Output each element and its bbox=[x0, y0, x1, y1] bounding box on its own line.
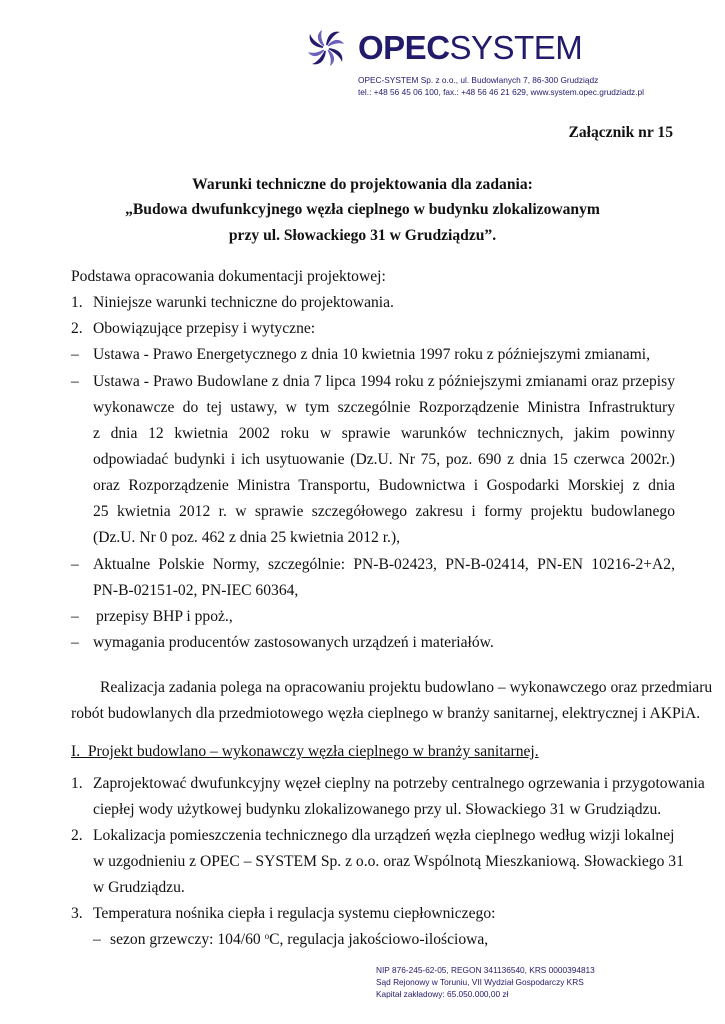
basis-item-1-marker: 1. bbox=[71, 294, 83, 311]
section-item-1-line-2: ciepłej wody użytkowej budynku zlokalizowanego przy ul. Słowackiego 31 w Grudziądzu. bbox=[93, 801, 662, 818]
section-1-heading: I. Projekt budowlano – wykonawczy węzła cieplnego w branży sanitarnej. bbox=[71, 743, 539, 760]
section-item-2-line-2: w uzgodnieniu z OPEC – SYSTEM Sp. z o.o. oraz Wspólnotą Mieszkaniową. Słowackiego 31 bbox=[93, 853, 684, 870]
dash-marker: – bbox=[71, 608, 79, 625]
section-item-1-marker: 1. bbox=[71, 775, 83, 792]
company-address: OPEC-SYSTEM Sp. z o.o., ul. Budowlanych 7, 86-300 Grudziądz bbox=[358, 75, 599, 85]
dash-marker: – bbox=[71, 373, 79, 390]
title-line-3: przy ul. Słowackiego 31 w Grudziądzu”. bbox=[228, 227, 497, 244]
bullet-3-line-1: Aktualne Polskie Normy, szczególnie: PN-B-02423, PN-B-02414, PN-EN 10216-2+A2, bbox=[93, 556, 675, 573]
heating-season-text: sezon grzewczy: 104/60 bbox=[110, 931, 265, 948]
scope-line-2: robót budowlanych dla przedmiotowego węzła cieplnego w branży sanitarnej, elektrycznej i AKPiA. bbox=[71, 705, 701, 722]
dash-marker: – bbox=[71, 346, 79, 363]
section-item-3-marker: 3. bbox=[71, 905, 83, 922]
annex-label: Załącznik nr 15 bbox=[568, 124, 673, 141]
bullet-2-line-6: 25 kwietnia 2012 r. w sprawie szczegółowego zakresu i formy projektu budowlanego bbox=[93, 503, 675, 520]
title-line-1: Warunki techniczne do projektowania dla zadania: bbox=[192, 176, 533, 193]
company-contact: tel.: +48 56 45 06 100, fax.: +48 56 46 21 629, www.system.opec.grudziadz.pl bbox=[358, 87, 644, 97]
heating-season-temp bbox=[110, 930, 488, 950]
section-item-2-line-3: w Grudziądzu. bbox=[93, 879, 185, 896]
bullet-2-line-3: z dnia 12 kwietnia 2002 roku w sprawie warunków technicznych, jakim powinny bbox=[93, 425, 675, 442]
heating-season-regulation: C, regulacja jakościowo-ilościowa, bbox=[269, 931, 489, 948]
basis-heading: Podstawa opracowania dokumentacji projektowej: bbox=[71, 268, 386, 285]
basis-item-2: Obowiązujące przepisy i wytyczne: bbox=[93, 320, 316, 337]
section-item-2-line-1: Lokalizacja pomieszczenia technicznego dla urządzeń węzła cieplnego według wizji lokalnej bbox=[93, 827, 675, 844]
bullet-2-line-1: Ustawa - Prawo Budowlane z dnia 7 lipca 1994 roku z późniejszymi zmianami oraz przepisy bbox=[93, 373, 675, 390]
bullet-2-line-5: oraz Rozporządzenie Ministra Transportu, Budownictwa i Gospodarki Morskiej z dnia bbox=[93, 477, 675, 494]
title-line-2: „Budowa dwufunkcyjnego węzła cieplnego w budynku zlokalizowanym bbox=[125, 201, 600, 218]
brand-bold: OPEC bbox=[358, 29, 450, 66]
brand-light: SYSTEM bbox=[449, 29, 583, 66]
section-item-1-line-1: Zaprojektować dwufunkcyjny węzeł cieplny na potrzeby centralnego ogrzewania i przygotowania bbox=[93, 775, 705, 792]
sub-dash-marker: – bbox=[93, 931, 101, 948]
bullet-2-line-2: wykonawcze do tej ustawy, w tym szczególnie Rozporządzenie Ministra Infrastruktury bbox=[93, 399, 675, 416]
footer-capital: Kapitał zakładowy: 65.050.000,00 zł bbox=[376, 989, 509, 999]
footer-registration: NIP 876-245-62-05, REGON 341136540, KRS 0000394813 bbox=[376, 965, 595, 975]
degree-sup: o bbox=[264, 931, 270, 941]
opec-logo-icon bbox=[304, 26, 348, 70]
basis-item-1: Niniejsze warunki techniczne do projektowania. bbox=[93, 294, 394, 311]
basis-item-2-marker: 2. bbox=[71, 320, 83, 337]
bullet-3-line-2: PN-B-02151-02, PN-IEC 60364, bbox=[93, 582, 299, 599]
footer-court: Sąd Rejonowy w Toruniu, VII Wydział Gospodarczy KRS bbox=[376, 977, 584, 987]
bullet-5: wymagania producentów zastosowanych urządzeń i materiałów. bbox=[93, 634, 494, 651]
bullet-4: przepisy BHP i ppoż., bbox=[96, 608, 233, 625]
dash-marker: – bbox=[71, 634, 79, 651]
bullet-2-line-7: (Dz.U. Nr 0 poz. 462 z dnia 25 kwietnia 2012 r.), bbox=[93, 529, 401, 546]
bullet-2-line-4: odpowiadać budynki i ich usytuowanie (Dz.U. Nr 75, poz. 690 z dnia 15 czerwca 2002r.) bbox=[93, 451, 675, 468]
scope-line-1: Realizacja zadania polega na opracowaniu projektu budowlano – wykonawczego oraz przedmiaru bbox=[100, 679, 713, 696]
section-item-3-line-1: Temperatura nośnika ciepła i regulacja systemu ciepłowniczego: bbox=[93, 905, 496, 922]
section-item-2-marker: 2. bbox=[71, 827, 83, 844]
bullet-1-line-1: Ustawa - Prawo Energetycznego z dnia 10 kwietnia 1997 roku z późniejszymi zmianami, bbox=[93, 346, 651, 363]
brand-name bbox=[358, 28, 582, 68]
dash-marker: – bbox=[71, 556, 79, 573]
